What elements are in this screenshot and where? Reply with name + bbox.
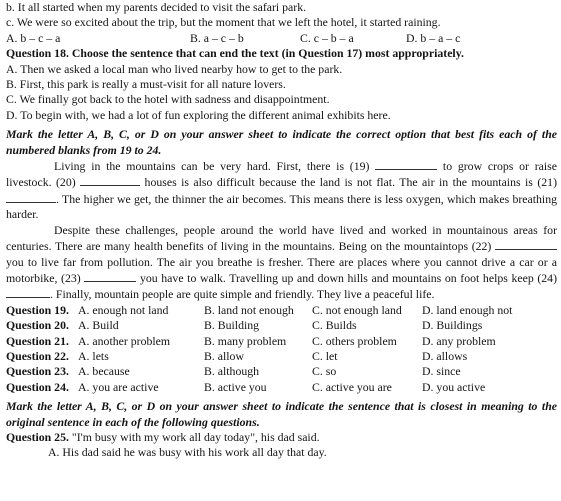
q25-option-a: A. His dad said he was busy with his work all day that day. (48, 445, 327, 460)
questions-19-24 (6, 303, 557, 395)
option-b: B. many problem (204, 333, 287, 348)
option-b: B. allow (204, 348, 244, 363)
question-row (6, 334, 557, 349)
question-label: Question 20. (6, 318, 69, 333)
blank-19 (375, 158, 437, 170)
q18-option-b: B. First, this park is really a must-visit for all nature lovers. (6, 77, 286, 92)
p1-seg-2: to grow crops or raise livestock. (20) (6, 159, 557, 190)
blank-24 (6, 286, 50, 298)
option-b: B. active you (204, 379, 267, 394)
option-a: A. you are active (78, 379, 159, 394)
option-a: A. another problem (78, 333, 171, 348)
p1-seg-3: houses is also difficult because the land is not flat. The air in the mountains is (21) (140, 175, 557, 190)
q18-text: Choose the sentence that can end the text (in Question 17) most appropriately. (71, 46, 464, 61)
option-d: D. since (422, 364, 461, 379)
question-label: Question 21. (6, 333, 69, 348)
option-b: B. Building (204, 318, 260, 333)
q17-answer-c: C. c – b – a (300, 30, 354, 45)
question-label: Question 22. (6, 348, 69, 363)
question-row (6, 349, 557, 364)
passage-paragraph-1 (6, 158, 557, 223)
q25-label: Question 25. (6, 429, 69, 444)
q17-answer-d: D. b – a – c (406, 30, 461, 45)
q18-option-d: D. To begin with, we had a lot of fun exploring the different animal exhibits here. (6, 107, 391, 122)
question-row (6, 380, 557, 395)
question-label: Question 23. (6, 364, 69, 379)
q18-option-c: C. We finally got back to the hotel with sadness and disappointment. (6, 92, 330, 107)
p2-seg-1: Despite these challenges, people around the world have lived and worked in mountainous areas for centuries. There are many health benefits of living in the mountains. Being on the mountaintops (22) (6, 222, 557, 254)
option-d: D. you active (422, 379, 486, 394)
question-row (6, 364, 557, 379)
q17-answer-b: B. a – c – b (190, 30, 244, 45)
q25-stem (6, 430, 557, 445)
option-c: C. others problem (312, 333, 397, 348)
instruction-cloze: Mark the letter A, B, C, or D on your answer sheet to indicate the correct option that best fits each of the numbered blanks from 19 to 24. (6, 127, 557, 157)
option-d: D. allows (422, 348, 468, 363)
option-c: C. active you are (312, 379, 392, 394)
blank-22 (495, 238, 557, 250)
option-d: D. Buildings (422, 318, 483, 333)
passage-paragraph-2 (6, 223, 557, 303)
p2-seg-2: you to live far from pollution. The air you breathe is fresher. There are places where you cannot drive a car or a motorbike, (23) (6, 254, 557, 285)
q18-stem (6, 46, 557, 61)
q17-option-c: c. We were so excited about the trip, but the moment that we left the hotel, it started raining. (6, 15, 441, 30)
option-b: B. although (204, 364, 260, 379)
option-a: A. lets (78, 348, 109, 363)
blank-23 (84, 270, 136, 282)
q18-label: Question 18. (6, 46, 69, 61)
option-c: C. so (312, 364, 337, 379)
p1-seg-4: . The higher we get, the thinner the air becomes. This means there is less oxygen, which makes breathing harder. (6, 191, 557, 222)
option-d: D. land enough not (422, 302, 513, 317)
question-label: Question 24. (6, 379, 69, 394)
q17-answer-a: A. b – c – a (6, 30, 61, 45)
q17-option-b: b. It all started when my parents decided to visit the safari park. (6, 0, 307, 14)
option-a: A. enough not land (78, 302, 169, 317)
instruction-transformation: Mark the letter A, B, C, or D on your answer sheet to indicate the sentence that is closest in meaning to the original sentence in each of the following questions. (6, 399, 557, 429)
question-row (6, 318, 557, 333)
option-a: A. because (78, 364, 130, 379)
q25-text: "I'm busy with my work all day today", his dad said. (71, 429, 320, 444)
option-d: D. any problem (422, 333, 496, 348)
option-c: C. Builds (312, 318, 357, 333)
option-c: C. let (312, 348, 338, 363)
q17-answer-row (6, 31, 557, 46)
option-c: C. not enough land (312, 302, 402, 317)
blank-21 (6, 191, 56, 203)
p2-seg-4: . Finally, mountain people are quite simple and friendly. They live a peaceful life. (50, 287, 435, 302)
option-a: A. Build (78, 318, 119, 333)
question-label: Question 19. (6, 302, 69, 317)
p1-seg-1: Living in the mountains can be very hard. First, there is (19) (54, 159, 376, 174)
p2-seg-3: you have to walk. Travelling up and down hills and mountains on foot helps keep (24) (136, 270, 557, 285)
question-row (6, 303, 557, 318)
q18-option-a: A. Then we asked a local man who lived nearby how to get to the park. (6, 61, 343, 76)
blank-20 (80, 174, 140, 186)
option-b: B. land not enough (204, 302, 294, 317)
